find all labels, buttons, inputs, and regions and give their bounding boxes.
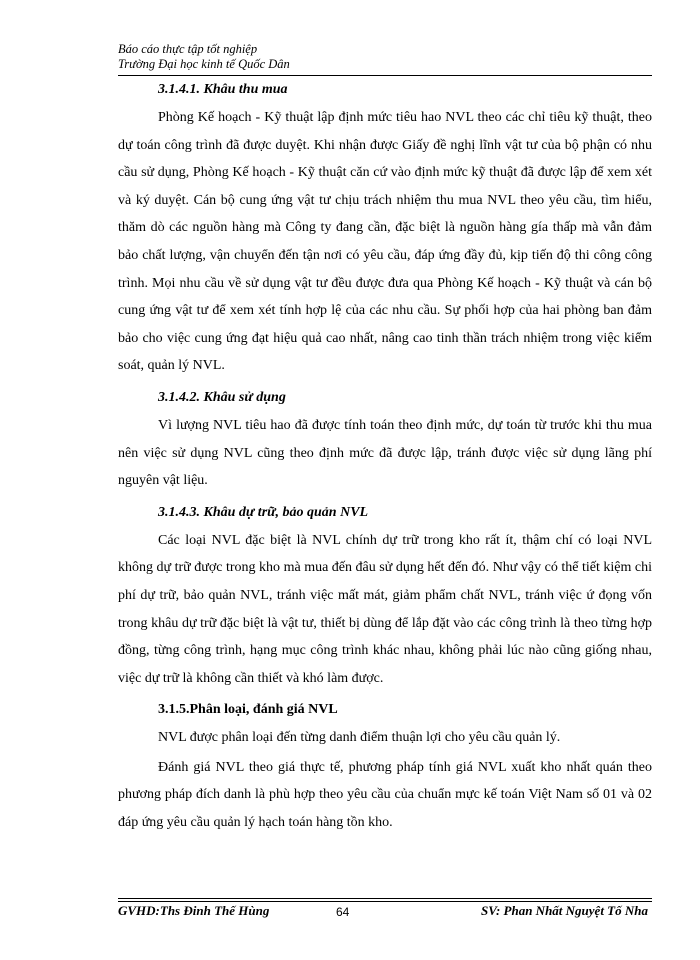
footer-rule-1 [118, 898, 652, 899]
footer-supervisor: GVHD:Ths Đinh Thế Hùng [118, 903, 270, 918]
heading-3-1-4-2: 3.1.4.2. Khâu sử dụng [158, 389, 286, 405]
footer-rule-2 [118, 901, 652, 902]
footer-student: SV: Phan Nhất Nguyệt Tố Nha [481, 903, 648, 918]
heading-3-1-4-3: 3.1.4.3. Khâu dự trữ, bảo quản NVL [158, 504, 369, 520]
heading-3-1-5: 3.1.5.Phân loại, đánh giá NVL [158, 702, 338, 718]
document-body [118, 78, 652, 843]
header-university: Trường Đại học kinh tế Quốc Dân [118, 57, 290, 71]
page-footer [118, 903, 652, 923]
paragraph-classification: NVL được phân loại đến từng danh điểm thuận lợi cho yêu cầu quản lý. [158, 730, 561, 746]
paragraph-usage: Vì lượng NVL tiêu hao đã được tính toán theo định mức, dự toán từ trước khi thu mua nên việc sử dụng NVL cũng theo định mức đã được lập, tránh được việc sử dụng lãng phí nguyên vật liệu. [118, 417, 652, 489]
page-header [118, 42, 658, 72]
header-rule [118, 75, 652, 76]
header-report-title: Báo cáo thực tập tốt nghiệp [118, 42, 258, 56]
paragraph-procurement: Phòng Kế hoạch - Kỹ thuật lập định mức tiêu hao NVL theo các chỉ tiêu kỹ thuật, theo dự toán công trình đã được duyệt. Khi nhận được Giấy đề nghị lĩnh vật tư của bộ phận có nhu cầu sử dụng, Phòng Kế hoạch - Kỹ thuật căn cứ vào định mức kỹ thuật đã được lập để xem xét và ký duyệt. Cán bộ cung ứng vật tư chịu trách nhiệm thu mua NVL theo yêu cầu, tìm hiểu, thăm dò các nguồn hàng mà Công ty đang cần, đặc biệt là nguồn hàng gía thấp mà vẫn đảm bảo chất lượng, vận chuyển đến tận nơi có yêu cầu, đáp ứng đầy đủ, kịp tiến độ thi công công trình. Mọi nhu cầu về sử dụng vật tư đều được đưa qua Phòng Kế hoạch - Kỹ thuật và cán bộ cung ứng vật tư để xem xét tính hợp lệ của các nhu cầu. Sự phối hợp của hai phòng ban đảm bảo cho việc cung ứng đạt hiệu quả cao nhất, nâng cao tinh thần trách nhiệm trong việc kiểm soát, quản lý NVL. [118, 110, 652, 374]
page-number: 64 [336, 905, 350, 919]
paragraph-valuation: Đánh giá NVL theo giá thực tế, phương pháp tính giá NVL xuất kho nhất quán theo phương pháp đích danh là phù hợp theo yêu cầu của chuẩn mực kế toán Việt Nam số 01 và 02 đáp ứng yêu cầu quản lý hạch toán hàng tồn kho. [118, 759, 652, 831]
heading-3-1-4-1: 3.1.4.1. Khâu thu mua [158, 82, 288, 97]
paragraph-storage: Các loại NVL đặc biệt là NVL chính dự trữ trong kho rất ít, thậm chí có loại NVL không dự trữ được trong kho mà mua đến đâu sử dụng hết đến đó. Như vậy có thể tiết kiệm chi phí dự trữ, bảo quản NVL, tránh việc mất mát, giảm phẩm chất NVL, tránh việc ứ đọng vốn trong khâu dự trữ đặc biệt là vật tư, thiết bị dùng để lắp đặt vào các công trình là theo từng hợp đồng, từng công trình, hạng mục công trình khác nhau, không phải lúc nào cũng giống nhau, việc dự trữ là không cần thiết và khó làm được. [118, 532, 652, 686]
